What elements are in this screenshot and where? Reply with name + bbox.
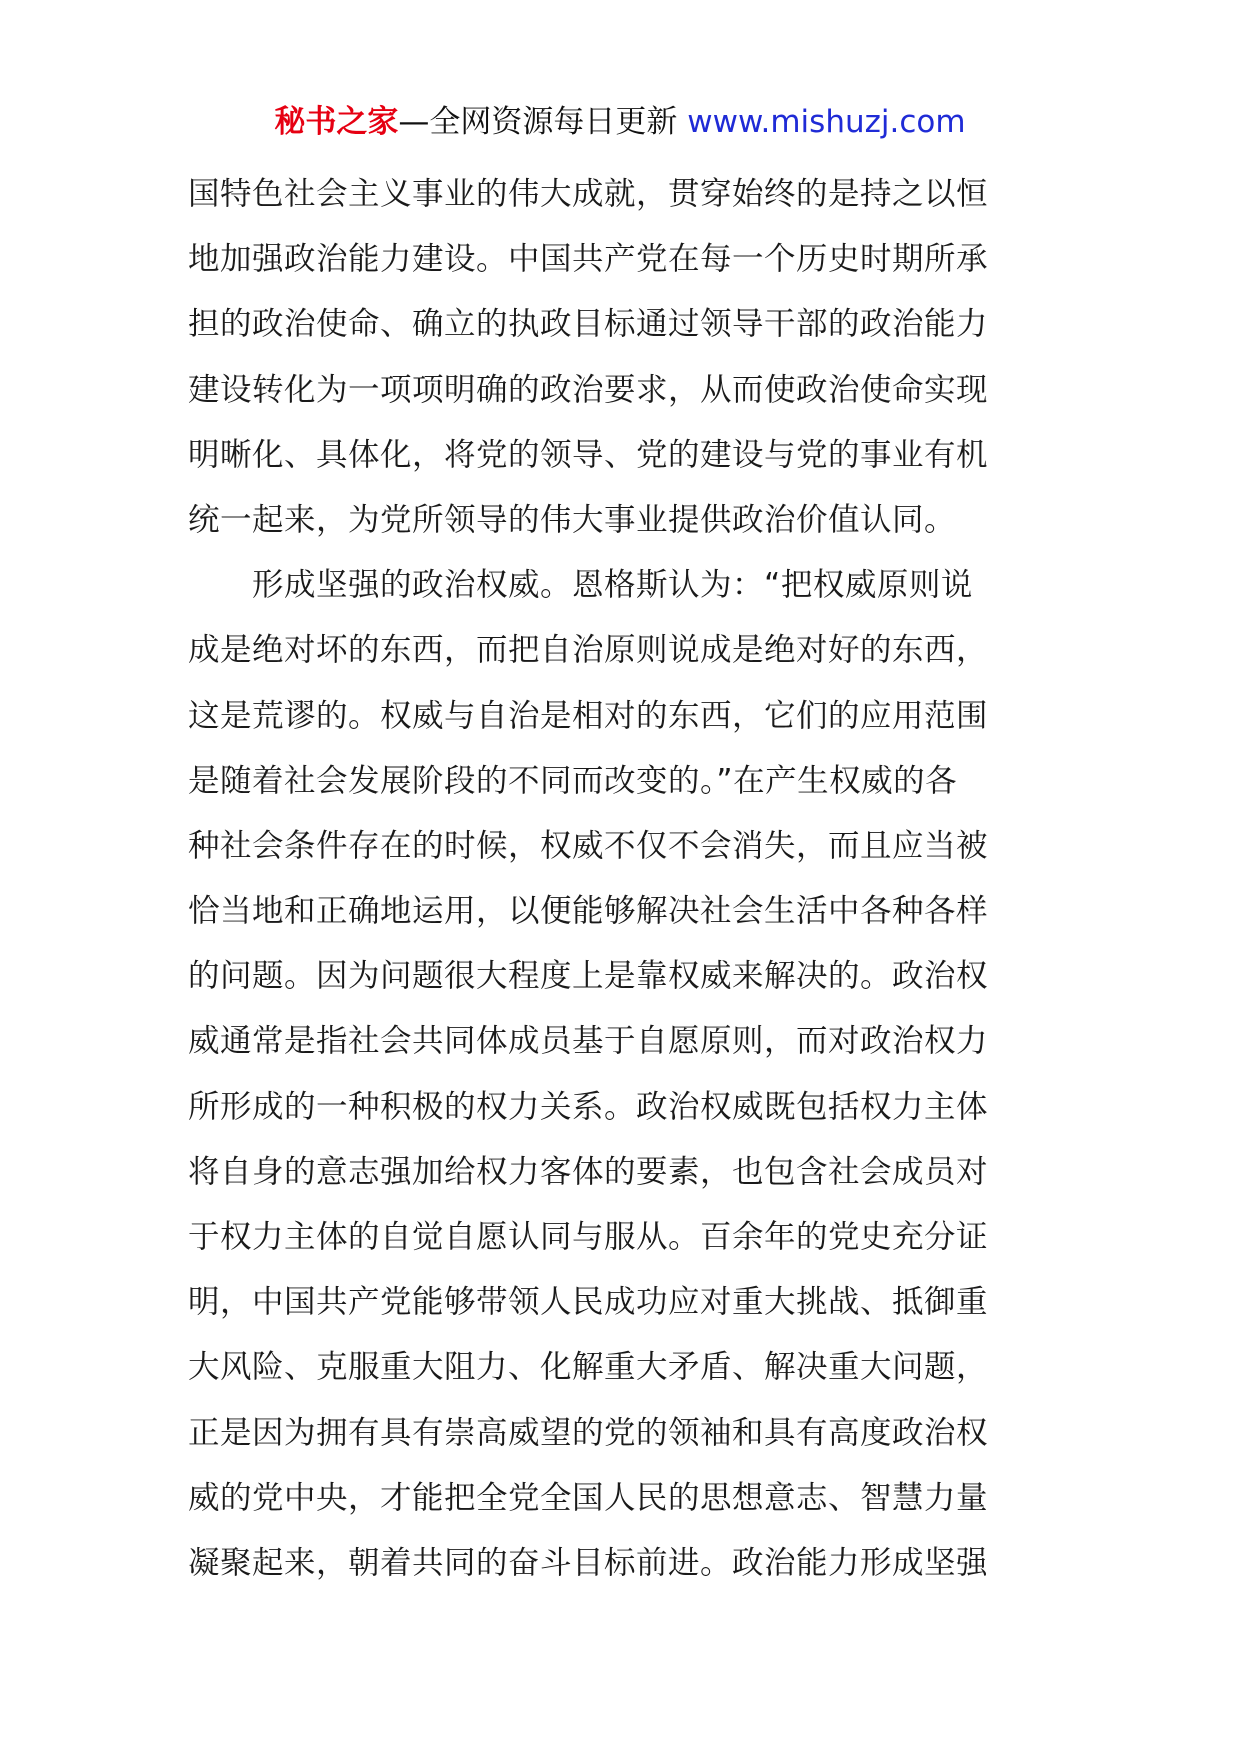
paragraph-start-line: 形成坚强的政治权威。恩格斯认为：“把权威原则说 <box>252 567 973 604</box>
text-line: 将自身的意志强加给权力客体的要素，也包含社会成员对 <box>188 1153 989 1190</box>
text-line: 这是荒谬的。权威与自治是相对的东西，它们的应用范围 <box>188 697 989 734</box>
text-line: 明晰化、具体化，将党的领导、党的建设与党的事业有机 <box>188 436 989 473</box>
text-line: 建设转化为一项项明确的政治要求，从而使政治使命实现 <box>188 371 989 408</box>
text-line: 于权力主体的自觉自愿认同与服从。百余年的党史充分证 <box>188 1219 989 1255</box>
text-line: 统一起来，为党所领导的伟大事业提供政治价值认同。 <box>188 501 957 538</box>
text-line: 威的党中央，才能把全党全国人民的思想意志、智慧力量 <box>188 1479 989 1516</box>
header-brand: 秘书之家 <box>274 104 399 140</box>
text-line: 大风险、克服重大阻力、化解重大矛盾、解决重大问题， <box>188 1349 989 1386</box>
text-line: 所形成的一种积极的权力关系。政治权威既包括权力主体 <box>188 1088 989 1125</box>
text-line: 凝聚起来，朝着共同的奋斗目标前进。政治能力形成坚强 <box>188 1544 989 1581</box>
header-url-link[interactable]: www.mishuzj.com <box>687 104 966 140</box>
text-line: 担的政治使命、确立的执政目标通过领导干部的政治能力 <box>188 306 989 343</box>
header-slogan: —全网资源每日更新 <box>398 104 678 140</box>
text-line: 威通常是指社会共同体成员基于自愿原则，而对政治权力 <box>188 1023 989 1060</box>
text-line: 国特色社会主义事业的伟大成就，贯穿始终的是持之以恒 <box>188 176 989 212</box>
text-line: 正是因为拥有具有崇高威望的党的领袖和具有高度政治权 <box>188 1414 989 1451</box>
text-line: 明，中国共产党能够带领人民成功应对重大挑战、抵御重 <box>188 1284 989 1321</box>
text-line: 是随着社会发展阶段的不同而改变的。”在产生权威的各 <box>188 762 958 799</box>
text-line: 成是绝对坏的东西，而把自治原则说成是绝对好的东西， <box>188 632 989 669</box>
text-line: 地加强政治能力建设。中国共产党在每一个历史时期所承 <box>188 241 989 278</box>
text-line: 恰当地和正确地运用，以便能够解决社会生活中各种各样 <box>188 893 989 930</box>
text-line: 种社会条件存在的时候，权威不仅不会消失，而且应当被 <box>188 827 989 864</box>
text-line: 的问题。因为问题很大程度上是靠权威来解决的。政治权 <box>188 958 989 995</box>
document-body <box>188 162 1058 1596</box>
page-header <box>0 100 1240 144</box>
